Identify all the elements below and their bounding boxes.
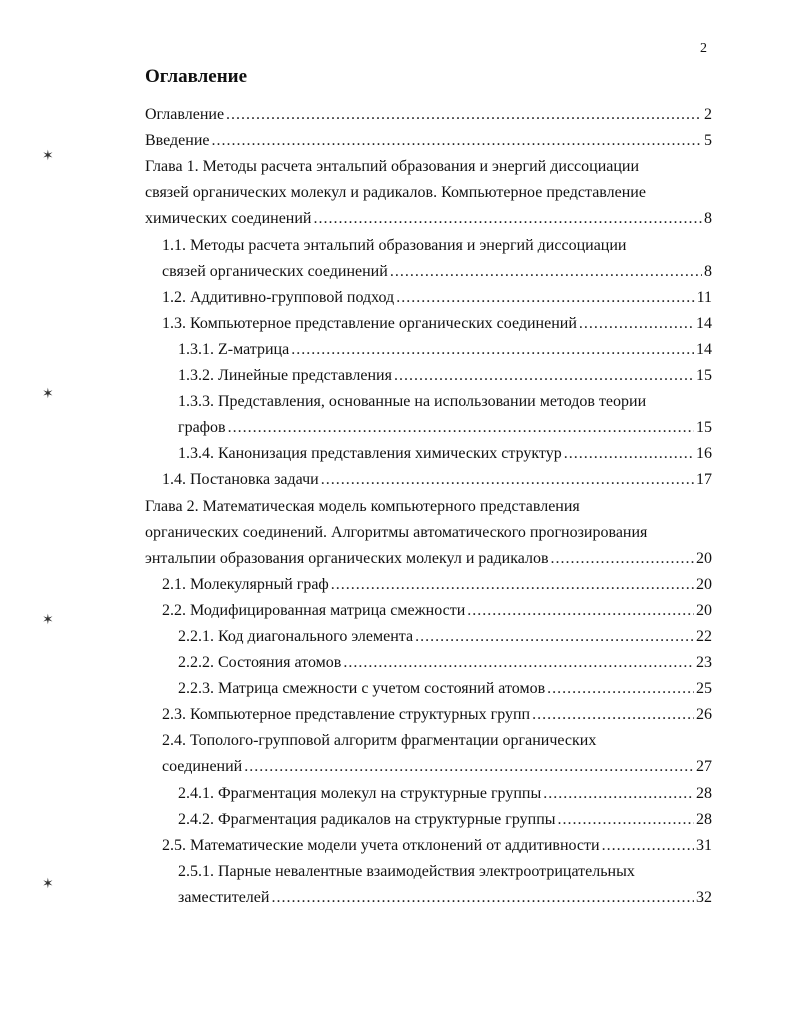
toc-entry — [178, 650, 712, 676]
toc-entry-text: 1.4. Постановка задачи — [162, 471, 319, 489]
toc-page-number: 31 — [696, 836, 712, 854]
toc-entry — [178, 389, 712, 441]
scan-artifact-mark: ✶ — [42, 149, 54, 164]
scan-artifact-mark: ✶ — [42, 387, 54, 402]
toc-entry-text: Глава 2. Математическая модель компьютерного представления — [145, 497, 580, 515]
toc-entry — [162, 572, 712, 598]
toc-entry-text: Оглавление — [145, 106, 225, 123]
toc-entry-text: графов — [178, 419, 226, 437]
toc-leader-dots — [547, 676, 694, 702]
toc-entry-text: Введение — [145, 132, 210, 150]
toc-entry — [178, 807, 712, 833]
toc-leader-dots — [390, 259, 702, 285]
toc-entry — [145, 494, 712, 572]
toc-leader-dots — [244, 754, 694, 780]
toc-entry-text: 2.5. Математические модели учета отклонений от аддитивности — [162, 836, 600, 854]
toc-entry — [162, 833, 712, 859]
toc-entry-text: 2.1. Молекулярный граф — [162, 575, 329, 593]
toc-entry — [178, 781, 712, 807]
toc-leader-dots — [212, 128, 703, 154]
toc-entry — [162, 467, 712, 493]
toc-entry — [145, 154, 712, 232]
toc-entry-text: химических соединений — [145, 210, 312, 228]
toc-page-number: 14 — [696, 340, 712, 358]
toc-leader-dots — [394, 363, 694, 389]
toc-page-number: 17 — [696, 471, 712, 489]
toc-leader-dots — [321, 467, 694, 493]
toc-page-number: 8 — [704, 210, 712, 228]
toc-leader-dots — [543, 781, 694, 807]
toc-page-number: 27 — [696, 758, 712, 776]
toc-page-number: 28 — [696, 784, 712, 802]
toc-entry-text: 1.3. Компьютерное представление органических соединений — [162, 314, 577, 332]
toc-entry — [178, 337, 712, 363]
toc-leader-dots — [271, 885, 694, 911]
toc-entry — [178, 676, 712, 702]
toc-entry-text: 2.3. Компьютерное представление структурных групп — [162, 706, 531, 724]
toc-entry — [178, 859, 712, 911]
toc-entry-text: 1.3.1. Z-матрица — [178, 340, 290, 358]
toc-page-number: 8 — [704, 262, 712, 280]
toc-page-number: 2 — [704, 106, 712, 123]
toc-page-number: 28 — [696, 810, 712, 828]
toc-page-number: 15 — [696, 419, 712, 437]
toc-leader-dots — [579, 311, 694, 337]
toc-entry-text: заместителей — [178, 888, 270, 906]
toc-leader-dots — [564, 441, 694, 467]
scan-artifact-mark: ✶ — [42, 877, 54, 892]
toc-page-number: 20 — [696, 575, 712, 593]
toc-entry-text: 2.4. Тополого-групповой алгоритм фрагментации органических — [162, 732, 597, 750]
toc-entry-text: энтальпии образования органических молекул и радикалов — [145, 549, 549, 567]
toc-page-number: 32 — [696, 888, 712, 906]
toc-leader-dots — [396, 285, 694, 311]
toc-leader-dots — [291, 337, 694, 363]
toc-entry-text: 2.4.2. Фрагментация радикалов на структурные группы — [178, 810, 556, 828]
toc-entry-text: соединений — [162, 758, 243, 776]
toc-page-number: 11 — [696, 288, 712, 306]
toc-entry-text: органических соединений. Алгоритмы автоматического прогнозирования — [145, 523, 648, 541]
toc-page-number: 25 — [696, 680, 712, 698]
toc-entry — [145, 128, 712, 154]
toc-entry-text: 1.3.2. Линейные представления — [178, 367, 392, 384]
toc-leader-dots — [551, 546, 694, 572]
toc-page-number: 20 — [696, 601, 712, 619]
toc-page-number: 5 — [704, 132, 712, 150]
toc-entry — [162, 702, 712, 728]
toc-leader-dots — [343, 650, 694, 676]
toc-entry-text: 1.1. Методы расчета энтальпий образования и энергий диссоциации — [162, 236, 627, 254]
toc-entry-text: связей органических молекул и радикалов. Компьютерное представление — [145, 184, 646, 202]
toc-entry-text: 2.2.1. Код диагонального элемента — [178, 628, 414, 645]
toc-entry-text: 2.5.1. Парные невалентные взаимодействия электроотрицательных — [178, 862, 635, 880]
toc-page-number: 15 — [696, 367, 712, 384]
toc-page-number: 22 — [696, 628, 712, 645]
toc-entry-text: 1.3.3. Представления, основанные на использовании методов теории — [178, 393, 647, 411]
toc-page-number: 20 — [696, 549, 712, 567]
page-title: Оглавление — [145, 66, 248, 87]
toc-entry — [162, 285, 712, 311]
toc-entry — [178, 624, 712, 650]
toc-entry-text: 1.3.4. Канонизация представления химических структур — [178, 445, 562, 463]
toc-entry-text: 2.2.2. Состояния атомов — [178, 654, 342, 672]
toc-leader-dots — [331, 572, 694, 598]
toc-entry-text: 2.2. Модифицированная матрица смежности — [162, 601, 466, 619]
toc-leader-dots — [415, 624, 694, 650]
toc-entry — [162, 311, 712, 337]
toc-page-number: 14 — [696, 314, 712, 332]
toc-entry — [178, 363, 712, 389]
scan-artifact-mark: ✶ — [42, 613, 54, 628]
toc-entry-text: 2.4.1. Фрагментация молекул на структурные группы — [178, 784, 542, 802]
toc-page-number: 23 — [696, 654, 712, 672]
toc-leader-dots — [532, 702, 694, 728]
toc-entry — [178, 441, 712, 467]
toc-leader-dots — [228, 415, 694, 441]
toc-entry — [162, 598, 712, 624]
toc-leader-dots — [226, 102, 702, 128]
page-number: 2 — [700, 41, 707, 56]
toc-entry — [162, 233, 712, 285]
toc-page-number: 26 — [696, 706, 712, 724]
toc-entry-text: 2.2.3. Матрица смежности с учетом состояний атомов — [178, 680, 546, 698]
toc-page-number: 16 — [696, 445, 712, 463]
toc-leader-dots — [313, 206, 702, 232]
toc-leader-dots — [467, 598, 694, 624]
toc-entry-text: 1.2. Аддитивно-групповой подход — [162, 288, 395, 306]
toc-leader-dots — [558, 807, 695, 833]
toc-entry — [145, 102, 712, 128]
toc-leader-dots — [602, 833, 694, 859]
toc-entry-text: Глава 1. Методы расчета энтальпий образования и энергий диссоциации — [145, 158, 640, 176]
toc-entry-text: связей органических соединений — [162, 262, 388, 280]
toc-entry — [162, 728, 712, 780]
